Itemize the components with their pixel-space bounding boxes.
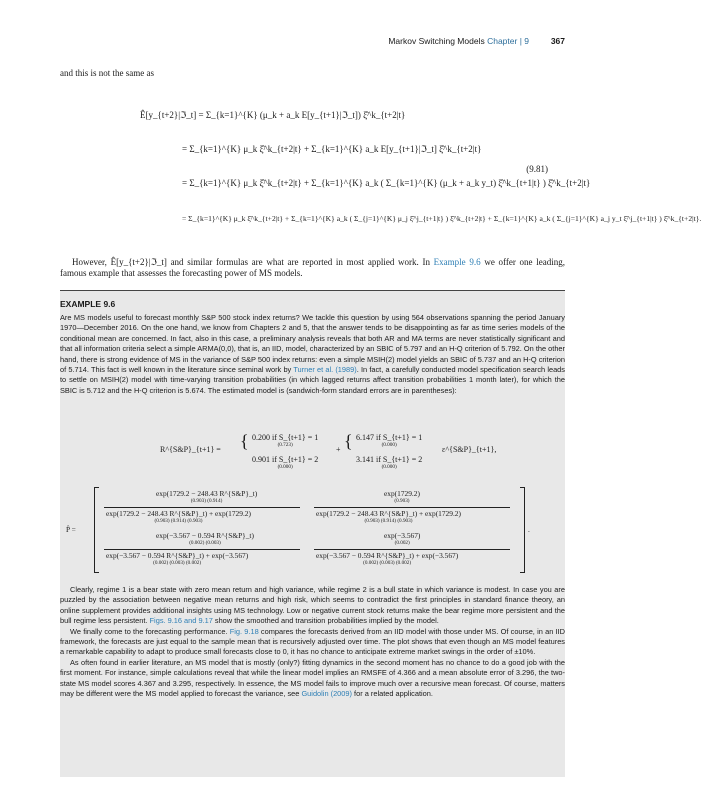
case-4: 3.141 if S_{t+1} = 2 (0.000)	[356, 455, 423, 470]
case-1: 0.200 if S_{t+1} = 1 (0.723)	[252, 433, 319, 448]
header-title: Markov Switching Models Chapter | 9	[388, 36, 529, 46]
figure-link[interactable]: Fig. 9.18	[229, 626, 259, 636]
figure-link[interactable]: Figs. 9.16 and 9.17	[149, 616, 213, 626]
error-term: ε^{S&P}_{t+1},	[442, 445, 497, 454]
header-chapter: Chapter | 9	[487, 36, 529, 46]
matrix-denominator: exp(−3.567 − 0.594 R^{S&P}_t) + exp(−3.567) (0.002) (0.003) (0.002)	[106, 551, 249, 566]
example-title: EXAMPLE 9.6	[60, 299, 116, 309]
example-link[interactable]: Example 9.6	[433, 257, 481, 267]
fraction-bar	[104, 507, 300, 508]
page-number: 367	[550, 36, 565, 46]
equation-line: = Σ_{k=1}^{K} μ_k ξ̂^k_{t+2|t} + Σ_{k=1}^{K} a_k ( Σ_{k=1}^{K} (μ_k + a_k y_t) ξ̂^k_{t+1|t} ) ξ̂^k_{t+2|t}	[182, 178, 591, 188]
equation-block	[140, 96, 701, 246]
matrix-numerator: exp(1729.2 − 248.43 R^{S&P}_t) (0.903) (0.914)	[156, 489, 258, 504]
matrix-denominator: exp(1729.2 − 248.43 R^{S&P}_t) + exp(1729.2) (0.903) (0.914) (0.903)	[316, 509, 461, 524]
matrix-denominator: exp(−3.567 − 0.594 R^{S&P}_t) + exp(−3.567) (0.002) (0.003) (0.002)	[316, 551, 459, 566]
citation-link[interactable]: Guidolin (2009)	[301, 689, 352, 699]
fraction-bar	[104, 549, 300, 550]
matrix-numerator: exp(−3.567) (0.002)	[384, 531, 421, 546]
left-brace: {	[344, 431, 353, 451]
citation-link[interactable]: Turner et al. (1989)	[293, 365, 357, 375]
lhs: P̂ =	[66, 525, 76, 534]
example-text: Clearly, regime 1 is a bear state with zero mean return and high variance, while regime 2 is a bull state in which variance is modest. In case you are puzzled by the association between negative mean returns and high risk, which seems to contradict the first principles in standard finance theory, an online supplement provides additional insights using MS technology. Low or negative current stock returns make the bear regime more persistent and the bull regime less persistent. Figs. 9.16 and 9.17 show the smoothed and transition probabilities implied by the model. We finally come to the forecasting performance. Fig. 9.18 compares the forecasts derived from an IID model with those under MS. Of course, in an IID framework, the forecasts are just equal to the sample mean that is recursively adjusted over time. The plot shows that even though an MS model features a remarkable capability to adapt to produce small forecasts close to 0, it has no chance to anticipate extreme market swings in the order of ±10%. As often found in earlier literature, an MS model that is mostly (only?) fitting dynamics in the second moment has no chance to do a good job with the first moment. For instance, simple calculations reveal that while the linear model implies an RMSFE of 4.366 and a mean absolute error of 3.296, the two-state MS model scores 4.367 and 3.295, respectively. In essence, the MS model fails to improve much over a recursive mean forecast. Of course, matters may be different were the MS model applied to forecast the variance, see Guidolin (2009) for a related application.	[60, 585, 565, 699]
lhs: R^{S&P}_{t+1} =	[160, 445, 221, 454]
equation-number: (9.81)	[526, 164, 548, 174]
paragraph: However, Ê[y_{t+2}|ℑ_t] and similar formulas are what are reported in most applied work. In Example 9.6 we offer one leading, famous example that assesses the forecasting power of MS models.	[60, 257, 565, 278]
left-bracket	[94, 487, 99, 573]
matrix-numerator: exp(1729.2) (0.903)	[384, 489, 420, 504]
transition-matrix	[66, 487, 534, 575]
model-equation	[160, 431, 497, 477]
fraction-bar	[314, 507, 510, 508]
matrix-numerator: exp(−3.567 − 0.594 R^{S&P}_t) (0.002) (0.003)	[156, 531, 254, 546]
equation-line: = Σ_{k=1}^{K} μ_k ξ̂^k_{t+2|t} + Σ_{k=1}^{K} a_k E[y_{t+1}|ℑ_t] ξ̂^k_{t+2|t}	[182, 144, 482, 154]
intro-text: and this is not the same as	[60, 68, 154, 78]
matrix-end: .	[528, 525, 530, 534]
equation-line: = Σ_{k=1}^{K} μ_k ξ̂^k_{t+2|t} + Σ_{k=1}^{K} a_k ( Σ_{j=1}^{K} μ_j ξ̂^j_{t+1|t} ) ξ̂^k_{t+2|t} + Σ_{k=1}^{K} a_k ( Σ_{j=1}^{K} a_j y_t ξ̂^j_{t+1|t} ) ξ̂^k_{t+2|t}.	[182, 214, 701, 223]
example-box	[60, 290, 565, 777]
matrix-denominator: exp(1729.2 − 248.43 R^{S&P}_t) + exp(1729.2) (0.903) (0.914) (0.903)	[106, 509, 251, 524]
fraction-bar	[314, 549, 510, 550]
case-3: 6.147 if S_{t+1} = 1 (0.000)	[356, 433, 423, 448]
plus-sign: +	[336, 445, 341, 454]
equation-line: Ê[y_{t+2}|ℑ_t] = Σ_{k=1}^{K} (μ_k + a_k E[y_{t+1}|ℑ_t]) ξ̂^k_{t+2|t}	[140, 110, 406, 120]
case-2: 0.901 if S_{t+1} = 2 (0.000)	[252, 455, 319, 470]
example-text: Are MS models useful to forecast monthly S&P 500 stock index returns? We tackle this question by using 564 observations spanning the period January 1970—December 2016. On the one hand, we know from Chapters 2 and 5, that the answer tends to be disappointing as far as time series models of the conditional mean are concerned. In fact, also in this case, a preliminary analysis reveals that both AR and MA terms are never statistically significant and that all information criteria select a simple ARMA(0,0), that is, an IID, model, characterized by an SBIC of 5.797 and an H-Q criterion of 5.792. On the other hand, there is strong evidence of MS in the variance of S&P 500 index returns: even a simple MSIH(2) model yields an SBIC of 5.737 and an H-Q criterion of 5.714. This fact is well known in the literature since seminal work by Turner et al. (1989). In fact, a carefully conducted model specification search leads to settle on MSIH(2) model with time-varying transition probabilities (in which lagged returns affect transition probabilities 1 month later), for which the SBIC is 5.712 and the H-Q criterion is 5.674. The estimated model is (sandwich-form standard errors are in parentheses):	[60, 313, 565, 395]
left-brace: {	[240, 431, 249, 451]
running-header	[0, 36, 625, 50]
right-bracket	[520, 487, 525, 573]
